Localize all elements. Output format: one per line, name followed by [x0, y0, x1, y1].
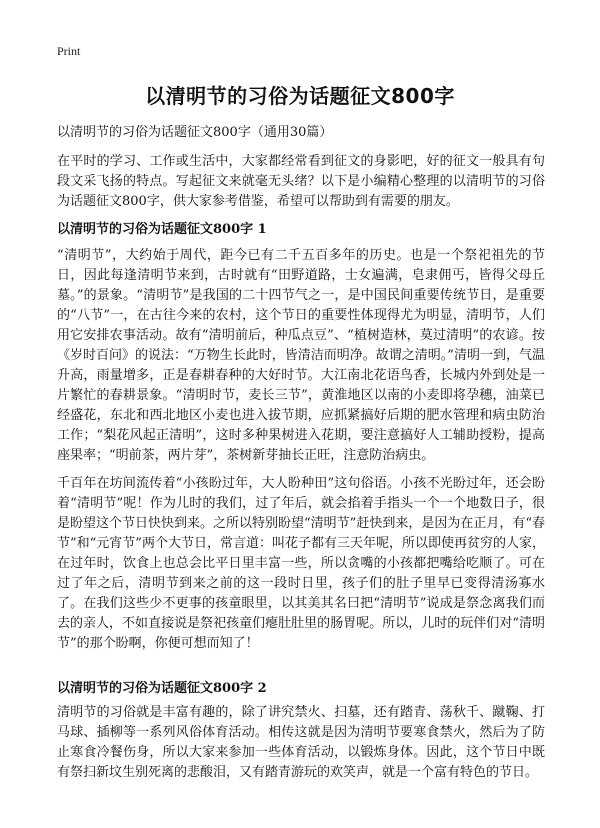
- print-link[interactable]: Print: [57, 44, 81, 58]
- section-1-paragraph-2: 千百年在坊间流传着“小孩盼过年，大人盼种田”这句俗语。小孩不光盼过年，还会盼着“清明节”呢！作为儿时的我们，过了年后，就会掐着手指头一个一个地数日子，很是盼望这个节日快快到来。之所以特别盼望“清明节”赶快到来，是因为在正月，有“春节”和“元宵节”两个大节日，常言道：叫花子都有三天年呢，所以即使再贫穷的人家，在过年时，饮食上也总会比平日里丰富一些，所以贪嘴的小孩都把嘴给吃顺了。可在过了年之后，清明节到来之前的这一段时日里，孩子们的肚子里早已变得清汤寡水了。在我们这些少不更事的孩童眼里，以其美其名曰把“清明节”说成是祭念离我们而去的亲人，不如直接说是祭祀孩童们瘪肚肚里的肠胃呢。所以，儿时的玩伴们对“清明节”的那个盼啊，你便可想而知了！: [57, 476, 545, 651]
- section-2-paragraph-1: 清明节的习俗就是丰富有趣的，除了讲究禁火、扫墓，还有踏青、荡秋千、蹴鞠、打马球、插柳等一系列风俗体育活动。相传这就是因为清明节要寒食禁火，然后为了防止寒食冷餐伤身，所以大家来参加一些体育活动，以锻炼身体。因此，这个节日中既有祭扫新坟生别死离的悲酸泪，又有踏青游玩的欢笑声，就是一个富有特色的节日。: [57, 705, 545, 780]
- page-title: 以清明节的习俗为话题征文800字: [145, 84, 455, 108]
- section-1-paragraph-1: “清明节”，大约始于周代，距今已有二千五百多年的历史。也是一个祭祀祖先的节日，因此每逢清明节来到，古时就有“田野道路，士女遍满，皂隶佣丐，皆得父母丘墓。”的景象。“清明节”是我国的二十四节气之一，是中国民间重要传统节日，是重要的“八节”一，在古往今来的农村，这个节日的重要性体现得尤为明显，清明节，人们用它安排农事活动。故有“清明前后，种瓜点豆”、“植树造林，莫过清明”的农谚。按《岁时百问》的说法：“万物生长此时，皆清洁而明净。故谓之清明。”清明一到，气温升高，雨量增多，正是春耕春种的大好时节。大江南北花语鸟香，长城内外到处是一片繁忙的春耕景象。“清明时节，麦长三节”，黄淮地区以南的小麦即将孕穗，油菜已经盛花，东北和西北地区小麦也进入拔节期，应抓紧搞好后期的肥水管理和病虫防治工作；“梨花风起正清明”，这时多种果树进入花期，要注意搞好人工辅助授粉，提高座果率；“明前茶，两片芽”，茶树新芽抽长正旺，注意防治病虫。: [57, 248, 545, 463]
- section-heading-2: 以清明节的习俗为话题征文800字 2: [57, 681, 267, 696]
- document-subtitle: 以清明节的习俗为话题征文800字（通用30篇）: [57, 125, 333, 140]
- intro-paragraph: 在平时的学习、工作或生活中，大家都经常看到征文的身影吧，好的征文一般具有句段文采飞扬的特点。写起征文来就毫无头绪？以下是小编精心整理的以清明节的习俗为话题征文800字，供大家参考借鉴，希望可以帮助到有需要的朋友。: [57, 154, 545, 209]
- section-heading-1: 以清明节的习俗为话题征文800字 1: [57, 222, 267, 237]
